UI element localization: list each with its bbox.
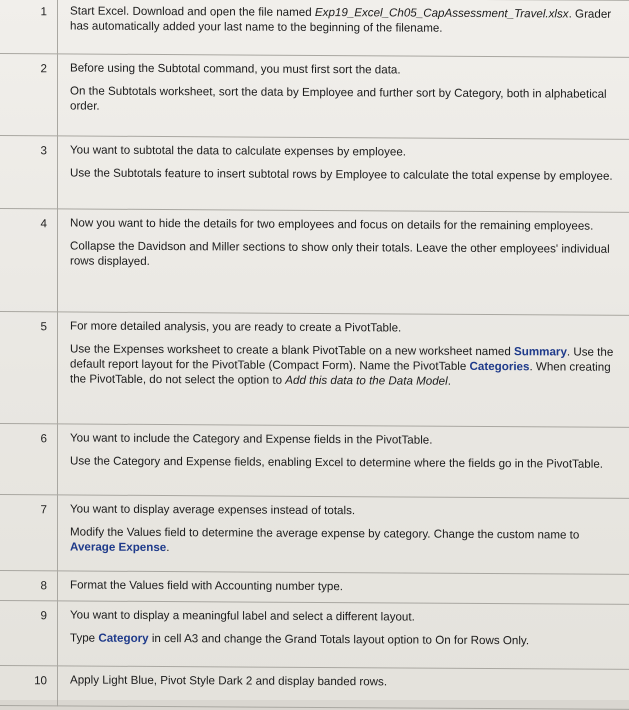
bold-term: Average Expense	[70, 540, 166, 554]
step-paragraph	[70, 238, 615, 271]
step-paragraph	[70, 165, 615, 183]
paragraph-text: Use the Category and Expense fields, enabling Excel to determine where the fields go in the PivotTable.	[70, 454, 603, 470]
step-instructions	[58, 0, 629, 57]
step-row	[0, 312, 629, 428]
step-number: 9	[0, 601, 58, 666]
step-number: 8	[0, 571, 58, 601]
step-paragraph	[70, 453, 615, 471]
paragraph-text: Use the Expenses worksheet to create a blank PivotTable on a new worksheet named	[70, 342, 514, 358]
step-row	[0, 136, 629, 213]
step-row	[0, 495, 629, 575]
step-paragraph	[70, 630, 615, 648]
step-instructions	[58, 601, 629, 670]
paragraph-text: Modify the Values field to determine the average expense by category. Change the custom name to	[70, 525, 579, 541]
step-paragraph	[70, 577, 615, 595]
paragraph-text: Now you want to hide the details for two employees and focus on details for the remaining employees.	[70, 216, 593, 232]
step-instructions	[58, 136, 629, 213]
italic-term: Exp19_Excel_Ch05_CapAssessment_Travel.xlsx	[315, 6, 569, 21]
step-paragraph	[70, 672, 615, 690]
paragraph-text: .	[166, 541, 169, 554]
paragraph-text: Format the Values field with Accounting number type.	[70, 578, 343, 593]
step-number: 10	[0, 666, 58, 706]
paragraph-text: in cell A3 and change the Grand Totals layout option to On for Rows Only.	[149, 632, 529, 647]
step-instructions	[58, 666, 629, 710]
paragraph-text: You want to display a meaningful label and select a different layout.	[70, 608, 415, 623]
step-instructions	[58, 424, 629, 499]
step-paragraph	[70, 60, 615, 78]
step-paragraph	[70, 318, 615, 336]
step-number: 2	[0, 54, 58, 136]
bold-term: Summary	[514, 345, 567, 358]
step-row	[0, 54, 629, 140]
paragraph-text: Start Excel. Download and open the file named	[70, 4, 315, 18]
step-row	[0, 601, 629, 670]
paragraph-text: .	[448, 375, 451, 388]
step-instructions	[58, 209, 629, 316]
step-paragraph	[70, 524, 615, 557]
paragraph-text: Apply Light Blue, Pivot Style Dark 2 and display banded rows.	[70, 673, 387, 688]
paragraph-text: You want to include the Category and Expense fields in the PivotTable.	[70, 431, 432, 446]
step-row	[0, 424, 629, 499]
paragraph-text: Use the Subtotals feature to insert subtotal rows by Employee to calculate the total expense by employee.	[70, 166, 613, 182]
bold-term: Category	[98, 632, 148, 645]
step-instructions	[58, 54, 629, 140]
italic-term: Add this data to the Data Model	[285, 374, 447, 388]
step-number: 6	[0, 424, 58, 495]
paragraph-text: . When creating the PivotTable, do not select the option to	[70, 360, 611, 387]
step-number: 5	[0, 312, 58, 424]
paragraph-text: You want to subtotal the data to calculate expenses by employee.	[70, 143, 406, 158]
paragraph-text: For more detailed analysis, you are ready to create a PivotTable.	[70, 319, 401, 334]
step-row	[0, 666, 629, 710]
paragraph-text: On the Subtotals worksheet, sort the data by Employee and further sort by Category, both in alphabetical order.	[70, 84, 607, 112]
step-paragraph	[70, 501, 615, 519]
paragraph-text: . Use the default report layout for the PivotTable (Compact Form). Name the PivotTable	[70, 345, 613, 372]
step-instructions	[58, 312, 629, 428]
paragraph-text: . Grader has automatically added your last name to the beginning of the filename.	[70, 8, 611, 35]
step-paragraph	[70, 607, 615, 625]
step-number: 1	[0, 0, 58, 54]
step-paragraph	[70, 341, 615, 389]
bold-term: Categories	[470, 360, 530, 373]
step-number: 3	[0, 136, 58, 209]
step-paragraph	[70, 3, 615, 36]
step-paragraph	[70, 83, 615, 116]
step-number: 7	[0, 495, 58, 571]
step-paragraph	[70, 142, 615, 160]
step-instructions	[58, 495, 629, 575]
step-number: 4	[0, 209, 58, 312]
paragraph-text: Collapse the Davidson and Miller sections to show only their totals. Leave the other employees' individual rows displayed.	[70, 239, 610, 267]
paragraph-text: Type	[70, 631, 98, 644]
paragraph-text: You want to display average expenses instead of totals.	[70, 502, 355, 517]
step-instructions	[58, 571, 629, 605]
step-paragraph	[70, 215, 615, 233]
step-row	[0, 0, 629, 57]
paragraph-text: Before using the Subtotal command, you must first sort the data.	[70, 61, 401, 76]
step-row	[0, 571, 629, 605]
step-paragraph	[70, 430, 615, 448]
step-row	[0, 209, 629, 316]
